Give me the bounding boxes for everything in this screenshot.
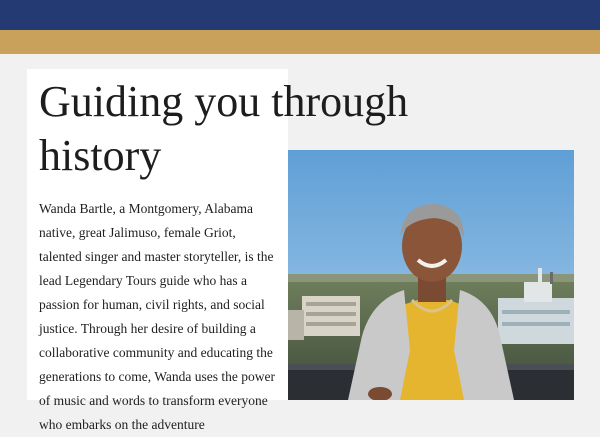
page-title: Guiding you through history (39, 77, 409, 180)
guide-portrait-photo (288, 150, 574, 400)
accent-stripe (0, 30, 600, 54)
guide-bio-paragraph: Wanda Bartle, a Montgomery, Alabama native, great Jalimuso, female Griot, talented singer and master storyteller, is the lead Legendary Tours guide who has a passion for human, civil rights, and social justice. Through her desire of building a collaborative community and educating the generations to come, Wanda uses the power of music and words to transform everyone who embarks on the adventure (39, 201, 275, 432)
top-navigation-bar (0, 0, 600, 30)
